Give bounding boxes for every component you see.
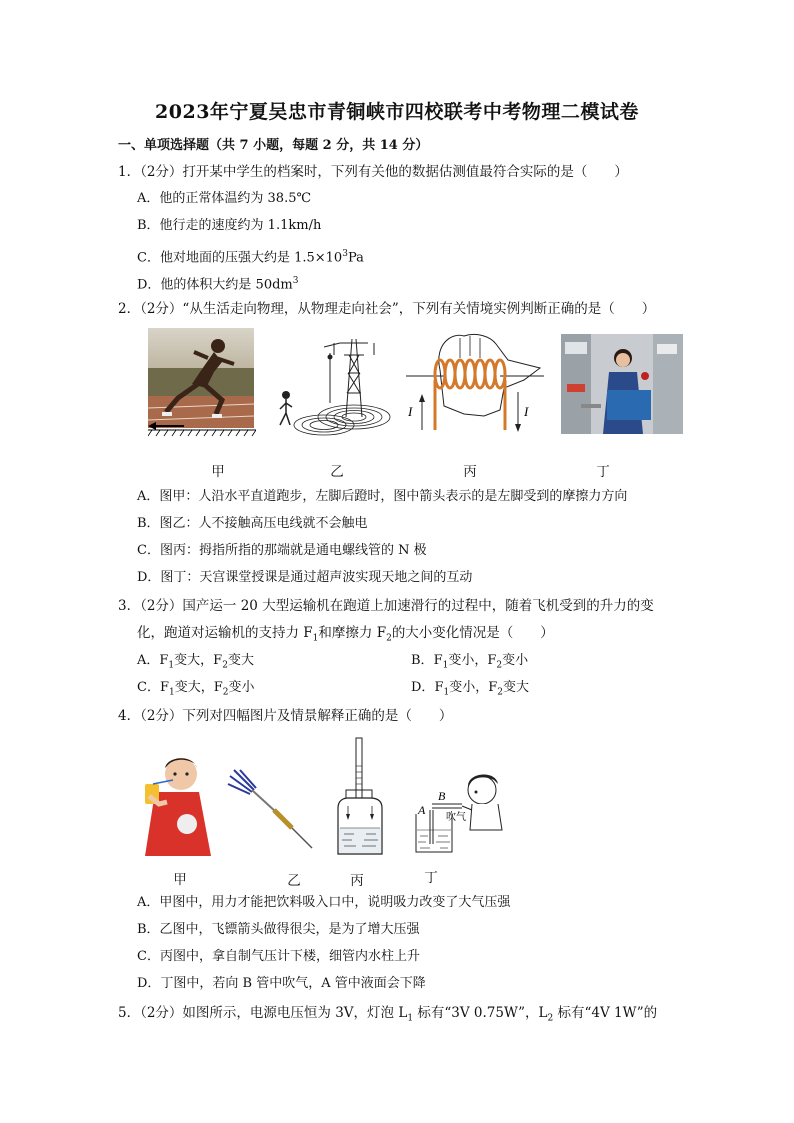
question-4-option-b: B．乙图中，飞镖箭头做得很尖，是为了增大压强 <box>137 922 420 937</box>
tube-label-b: B <box>438 789 446 803</box>
q3-sub-2: 2 <box>386 633 392 644</box>
barometer-figure <box>334 736 386 856</box>
question-2-option-c: C．图丙：拇指所指的那端就是通电螺线管的 N 极 <box>137 543 427 558</box>
q3-text-b: 和摩擦力 F <box>318 625 387 641</box>
question-3-stem-line1: 3．（2分）国产运一 20 大型运输机在跑道上加速滑行的过程中，随着飞机受到的升力的变 <box>118 598 654 614</box>
q1-c-unit: Pa <box>347 250 364 266</box>
q3a-sub2: 2 <box>222 660 228 671</box>
q4-caption-yi: 乙 <box>287 873 301 889</box>
current-label-right: I <box>524 404 529 419</box>
q3d-f1: F <box>434 680 444 695</box>
space-station-photo <box>561 334 683 434</box>
dart-figure <box>226 768 316 854</box>
q4-caption-ding: 丁 <box>424 870 438 886</box>
question-1-option-c <box>137 244 364 268</box>
question-1-option-d <box>137 271 298 295</box>
q3a-f2: F <box>213 653 223 668</box>
q2-caption-jia: 甲 <box>211 464 225 480</box>
q5-sub-1: 1 <box>407 1013 414 1024</box>
question-4-stem: 4．（2分）下列对四幅图片及情景解释正确的是（ ） <box>118 708 453 724</box>
q5-text-b: 标有“3V 0.75W”，L <box>413 1005 548 1021</box>
q3d-sub1: 1 <box>443 687 450 698</box>
q2-caption-ding: 丁 <box>596 464 610 480</box>
blowing-drawing <box>412 770 508 856</box>
solenoid-hand-drawing <box>404 330 544 442</box>
q3b-mid: 变小， <box>448 653 488 668</box>
question-2-stem: 2．（2分）“从生活走向物理，从物理走向社会”，下列有关情境实例判断正确的是（ ） <box>118 301 656 317</box>
q3b-f2: F <box>487 653 497 668</box>
space-station-figure <box>561 334 683 434</box>
blow-label: 吹气 <box>446 812 466 823</box>
pylon-drawing <box>274 333 394 443</box>
question-5-stem <box>118 1003 657 1029</box>
q4-caption-jia: 甲 <box>173 872 187 888</box>
q3c-sub2: 2 <box>222 687 229 698</box>
question-3-stem-line2 <box>137 623 554 649</box>
q3c-mid: 变大， <box>174 680 214 695</box>
current-label-left: I <box>408 404 413 419</box>
q3c-end: 变小 <box>228 680 255 695</box>
q3c-letter: C． <box>137 680 160 695</box>
barometer-drawing <box>334 736 386 856</box>
q3-sub-1: 1 <box>312 633 319 644</box>
q3d-f2: F <box>488 680 498 695</box>
pylon-figure <box>274 333 394 443</box>
boy-drinking-figure <box>137 752 215 856</box>
question-1-option-a: A．他的正常体温约为 38.5℃ <box>137 191 312 206</box>
dart-photo <box>226 768 316 854</box>
tube-label-a: A <box>418 803 426 817</box>
q3c-f1: F <box>159 680 169 695</box>
q2-caption-yi: 乙 <box>330 464 344 480</box>
q3b-sub2: 2 <box>496 660 503 671</box>
runner-figure <box>148 328 256 446</box>
q3c-f2: F <box>213 680 223 695</box>
question-3-option-d <box>411 678 529 703</box>
q3b-f1: F <box>433 653 443 668</box>
q3c-sub1: 1 <box>168 687 175 698</box>
question-3-option-c <box>137 678 255 703</box>
q3d-mid: 变小， <box>449 680 489 695</box>
q3a-letter: A． <box>137 653 160 668</box>
q1-d-text: D．他的体积大约是 50dm <box>137 277 293 293</box>
q3b-end: 变小 <box>502 653 529 668</box>
question-4-option-d: D．丁图中，若向 B 管中吹气，A 管中液面会下降 <box>137 976 426 991</box>
q1-c-text: C．他对地面的压强大约是 1.5×10 <box>137 250 343 266</box>
q5-text-a: 5．（2分）如图所示，电源电压恒为 3V，灯泡 L <box>118 1005 408 1021</box>
q3-text-a: 化，跑道对运输机的支持力 F <box>137 625 313 641</box>
question-1-stem: 1．（2分）打开某中学生的档案时，下列有关他的数据估测值最符合实际的是（ ） <box>118 164 628 180</box>
section-heading: 一、单项选择题（共 7 小题，每题 2 分，共 14 分） <box>118 138 429 153</box>
question-4-option-a: A．甲图中，用力才能把饮料吸入口中，说明吸力改变了大气压强 <box>137 895 511 910</box>
q3d-sub2: 2 <box>497 687 503 698</box>
question-2-option-a: A．图甲：人沿水平直道跑步，左脚后蹬时，图中箭头表示的是左脚受到的摩擦力方向 <box>137 489 628 504</box>
question-3-option-a <box>137 651 254 676</box>
q5-text-c: 标有“4V 1W”的 <box>553 1005 658 1021</box>
question-2-option-b: B．图乙：人不接触高压电线就不会触电 <box>137 516 368 531</box>
blowing-figure <box>412 770 508 856</box>
q5-sub-2: 2 <box>547 1013 554 1024</box>
runner-photo <box>148 328 256 446</box>
q2-caption-bing: 丙 <box>463 464 477 480</box>
q4-caption-bing: 丙 <box>350 873 364 889</box>
question-2-option-d: D．图丁：天宫课堂授课是通过超声波实现天地之间的互动 <box>137 570 473 585</box>
question-3-option-b <box>411 651 528 676</box>
boy-drinking-photo <box>137 752 215 856</box>
question-4-option-c: C．丙图中，拿自制气压计下楼，细管内水柱上升 <box>137 949 420 964</box>
page-title: 2023年宁夏吴忠市青铜峡市四校联考中考物理二模试卷 <box>155 101 639 123</box>
q3d-letter: D． <box>411 680 435 695</box>
q3a-mid: 变大， <box>174 653 214 668</box>
q3a-f1: F <box>159 653 169 668</box>
q3-text-c: 的大小变化情况是（ ） <box>391 625 554 641</box>
q3a-end: 变大 <box>227 653 254 668</box>
question-1-option-b: B．他行走的速度约为 1.1km/h <box>137 218 322 233</box>
q1-d-exp: 3 <box>292 276 299 286</box>
q3b-sub1: 1 <box>442 660 449 671</box>
q3b-letter: B． <box>411 653 434 668</box>
q3a-sub1: 1 <box>168 660 175 671</box>
q1-c-exp: 3 <box>342 249 348 259</box>
solenoid-figure <box>404 330 544 442</box>
q3d-end: 变大 <box>502 680 529 695</box>
